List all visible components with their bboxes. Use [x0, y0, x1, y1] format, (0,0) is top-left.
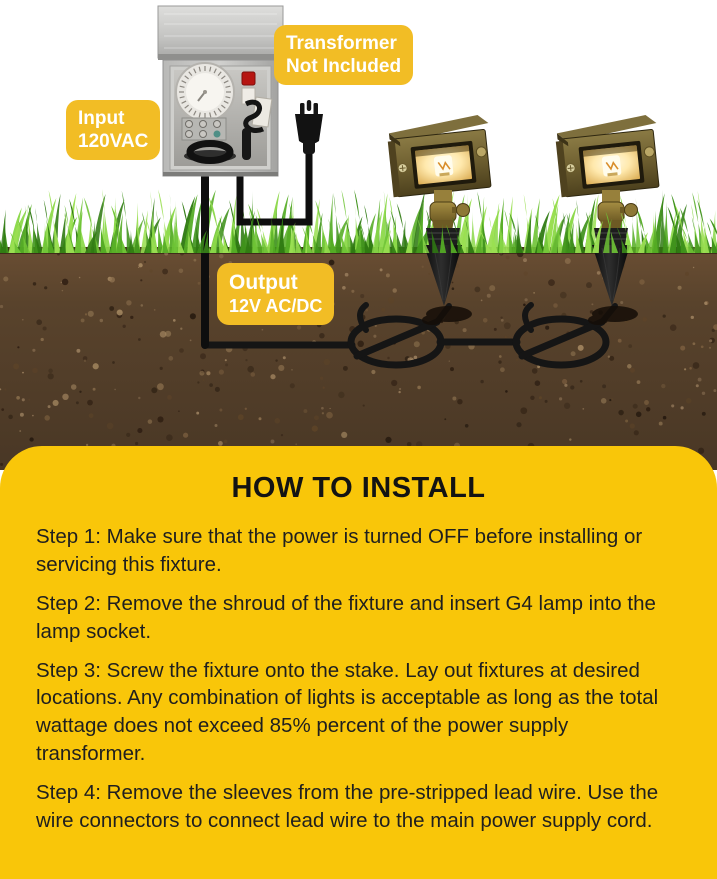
- install-step-2: Step 2: Remove the shroud of the fixture and insert G4 lamp into the lamp socket.: [36, 591, 656, 643]
- input-label-line2: 120VAC: [78, 131, 149, 153]
- output-voltage-label: [217, 263, 334, 325]
- transformer-not-included-label: [274, 25, 413, 85]
- install-instructions-panel: [0, 446, 717, 879]
- install-step-1: Step 1: Make sure that the power is turned OFF before installing or servicing this fixture.: [36, 525, 643, 576]
- input-voltage-label: [66, 100, 160, 160]
- reset-button: [242, 72, 255, 85]
- tni-label-line1: Transformer: [286, 33, 397, 54]
- output-label-line1: Output: [229, 271, 298, 294]
- install-step-4: Step 4: Remove the sleeves from the pre-stripped lead wire. Use the wire connectors to connect lead wire to the main power supply cord.: [36, 781, 659, 832]
- install-step-3: Step 3: Screw the fixture onto the stake. Lay out fixtures at desired locations. Any combination of lights is acceptable as long as the total wattage does not exceed 85% percent of the power supply transformer.: [36, 658, 659, 766]
- install-title: HOW TO INSTALL: [231, 472, 486, 504]
- transformer-timer-dial-icon: [176, 63, 234, 121]
- tni-label-line2: Not Included: [286, 56, 402, 78]
- power-plug-icon: [295, 100, 323, 154]
- output-label-line2: 12V AC/DC: [229, 295, 323, 316]
- input-label-line1: Input: [78, 108, 125, 129]
- terminal-block: [182, 118, 226, 140]
- transformer-illustration: [158, 6, 283, 176]
